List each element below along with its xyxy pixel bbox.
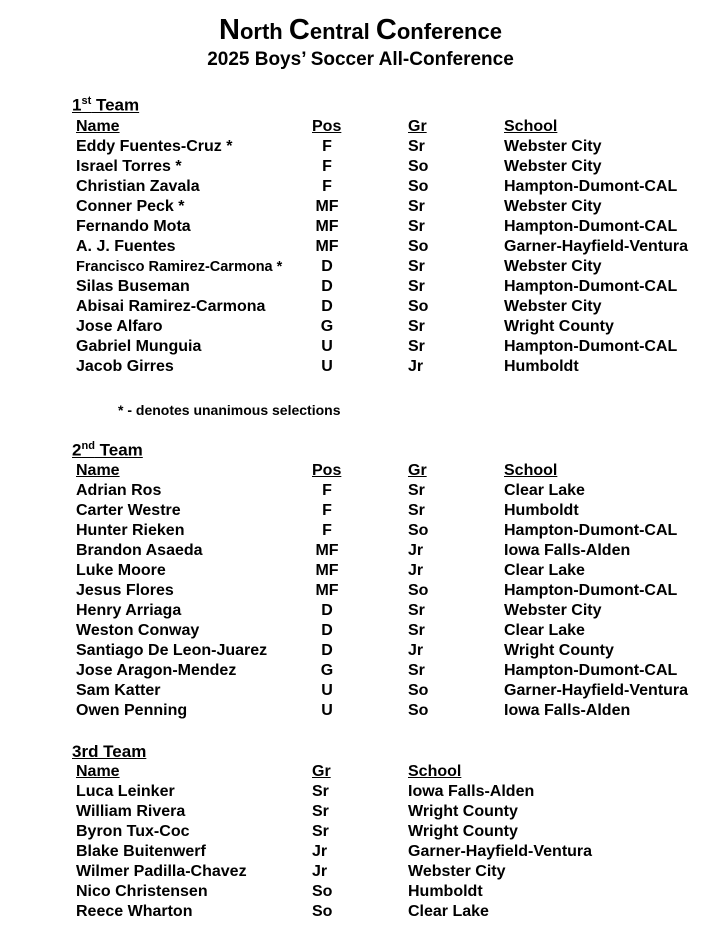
player-school: Webster City <box>504 298 602 315</box>
player-name: Carter Westre <box>76 502 181 519</box>
player-name: Luca Leinker <box>76 783 175 800</box>
table-row <box>0 862 721 882</box>
table-row <box>0 237 721 257</box>
player-name: Henry Arriaga <box>76 602 182 619</box>
table-row <box>0 501 721 521</box>
player-position: G <box>320 318 334 335</box>
player-position: MF <box>315 562 339 579</box>
column-header-school: School <box>504 118 558 135</box>
player-name: Jose Aragon-Mendez <box>76 662 237 679</box>
player-name: Weston Conway <box>76 622 200 639</box>
player-school: Garner-Hayfield-Ventura <box>504 682 689 699</box>
player-position: MF <box>315 198 339 215</box>
column-header-position: Pos <box>312 118 342 135</box>
table-row <box>0 257 721 277</box>
player-grade: So <box>408 682 429 699</box>
player-name: William Rivera <box>76 803 186 820</box>
player-grade: So <box>408 178 429 195</box>
table-row <box>0 297 721 317</box>
player-position: MF <box>315 218 339 235</box>
player-name: Fernando Mota <box>76 218 191 235</box>
player-grade: Sr <box>408 138 425 155</box>
player-position: MF <box>315 238 339 255</box>
table-row <box>0 842 721 862</box>
player-name: Jesus Flores <box>76 582 174 599</box>
column-header-school: School <box>504 462 558 479</box>
player-position: F <box>322 138 332 155</box>
player-name: Nico Christensen <box>76 883 208 900</box>
player-school: Hampton-Dumont-CAL <box>504 522 678 539</box>
column-header-grade: Gr <box>312 763 331 780</box>
player-name: Sam Katter <box>76 682 161 699</box>
table-row <box>0 581 721 601</box>
player-grade: So <box>408 582 429 599</box>
player-name: Jose Alfaro <box>76 318 163 335</box>
table-row <box>0 357 721 377</box>
table-row <box>0 882 721 902</box>
player-name: Reece Wharton <box>76 903 193 920</box>
player-name: Owen Penning <box>76 702 188 719</box>
section-number: 1 <box>72 95 82 115</box>
table-row <box>0 521 721 541</box>
table-row <box>0 641 721 661</box>
player-grade: Sr <box>408 218 425 235</box>
section-label: Team <box>94 440 143 460</box>
player-name: Eddy Fuentes-Cruz * <box>76 138 233 155</box>
player-name: Blake Buitenwerf <box>76 843 206 860</box>
player-grade: So <box>408 522 429 539</box>
player-name: Silas Buseman <box>76 278 190 295</box>
table-header-row <box>0 762 721 782</box>
section-suffix: nd <box>81 440 95 452</box>
player-grade: Sr <box>408 502 425 519</box>
player-position: G <box>320 662 334 679</box>
table-row <box>0 902 721 922</box>
table-row <box>0 561 721 581</box>
section-number: 2 <box>72 440 82 460</box>
table-row <box>0 177 721 197</box>
second-team-heading <box>72 440 143 461</box>
table-row <box>0 541 721 561</box>
title-initial: C <box>375 14 397 46</box>
player-name: Conner Peck * <box>76 198 185 215</box>
player-grade: Sr <box>408 278 425 295</box>
player-school: Clear Lake <box>504 562 585 579</box>
title-initial: N <box>219 14 240 46</box>
player-position: F <box>322 178 332 195</box>
player-grade: Sr <box>408 198 425 215</box>
first-team-heading <box>72 95 139 116</box>
title-part: onference <box>396 19 502 44</box>
player-school: Wright County <box>504 318 614 335</box>
player-position: D <box>321 258 333 275</box>
player-grade: Sr <box>408 318 425 335</box>
player-school: Garner-Hayfield-Ventura <box>408 843 593 860</box>
third-team-heading: 3rd Team <box>72 742 147 761</box>
table-row <box>0 197 721 217</box>
player-grade: Jr <box>408 642 424 659</box>
table-header-row <box>0 461 721 481</box>
player-school: Clear Lake <box>504 482 585 499</box>
table-row <box>0 337 721 357</box>
player-grade: Sr <box>408 602 425 619</box>
table-row <box>0 277 721 297</box>
player-grade: Sr <box>408 662 425 679</box>
table-row <box>0 317 721 337</box>
player-grade: So <box>408 298 429 315</box>
player-grade: Sr <box>408 258 425 275</box>
player-school: Clear Lake <box>408 903 489 920</box>
player-position: D <box>321 602 333 619</box>
player-school: Humboldt <box>504 358 579 375</box>
unanimous-note: * - denotes unanimous selections <box>118 402 341 418</box>
player-school: Hampton-Dumont-CAL <box>504 338 678 355</box>
player-school: Wright County <box>408 823 518 840</box>
player-position: MF <box>315 582 339 599</box>
table-row <box>0 217 721 237</box>
player-school: Hampton-Dumont-CAL <box>504 278 678 295</box>
player-name: Wilmer Padilla-Chavez <box>76 863 247 880</box>
player-position: D <box>321 298 333 315</box>
player-school: Webster City <box>504 138 602 155</box>
player-position: MF <box>315 542 339 559</box>
table-row <box>0 782 721 802</box>
table-row <box>0 822 721 842</box>
document-title <box>0 14 721 47</box>
player-name: Byron Tux-Coc <box>76 823 190 840</box>
table-header-row <box>0 117 721 137</box>
section-suffix: st <box>81 95 92 107</box>
player-school: Hampton-Dumont-CAL <box>504 662 678 679</box>
player-school: Wright County <box>408 803 518 820</box>
table-row <box>0 621 721 641</box>
player-school: Iowa Falls-Alden <box>408 783 535 800</box>
player-position: U <box>321 338 333 355</box>
player-grade: So <box>312 903 333 920</box>
player-name: Brandon Asaeda <box>76 542 203 559</box>
column-header-name: Name <box>76 118 120 135</box>
player-school: Hampton-Dumont-CAL <box>504 582 678 599</box>
document-subtitle: 2025 Boys’ Soccer All-Conference <box>207 49 514 70</box>
column-header-name: Name <box>76 763 120 780</box>
title-initial: C <box>288 14 310 46</box>
player-school: Webster City <box>504 158 602 175</box>
player-grade: Jr <box>312 863 328 880</box>
title-part: orth <box>239 19 289 44</box>
player-school: Hampton-Dumont-CAL <box>504 218 678 235</box>
player-position: F <box>322 522 332 539</box>
player-school: Clear Lake <box>504 622 585 639</box>
player-name: Adrian Ros <box>76 482 162 499</box>
player-grade: Sr <box>408 622 425 639</box>
table-row <box>0 661 721 681</box>
player-name: Jacob Girres <box>76 358 174 375</box>
player-name: Israel Torres * <box>76 158 182 175</box>
table-row <box>0 137 721 157</box>
section-label: Team <box>91 95 140 115</box>
table-row <box>0 701 721 721</box>
table-row <box>0 601 721 621</box>
player-school: Webster City <box>504 258 602 275</box>
player-name: Luke Moore <box>76 562 166 579</box>
player-position: F <box>322 482 332 499</box>
column-header-position: Pos <box>312 462 342 479</box>
player-school: Wright County <box>504 642 614 659</box>
player-grade: Jr <box>408 562 424 579</box>
player-grade: Sr <box>408 482 425 499</box>
player-grade: Jr <box>408 358 424 375</box>
player-school: Iowa Falls-Alden <box>504 542 631 559</box>
table-row <box>0 681 721 701</box>
player-name: Santiago De Leon-Juarez <box>76 642 268 659</box>
player-position: D <box>321 278 333 295</box>
player-position: U <box>321 702 333 719</box>
player-grade: Sr <box>312 823 329 840</box>
player-name: A. J. Fuentes <box>76 238 176 255</box>
column-header-grade: Gr <box>408 462 427 479</box>
player-name: Christian Zavala <box>76 178 200 195</box>
player-school: Webster City <box>504 198 602 215</box>
player-grade: So <box>408 702 429 719</box>
player-position: F <box>322 158 332 175</box>
column-header-school: School <box>408 763 462 780</box>
player-name: Hunter Rieken <box>76 522 185 539</box>
player-school: Webster City <box>504 602 602 619</box>
player-school: Iowa Falls-Alden <box>504 702 631 719</box>
column-header-name: Name <box>76 462 120 479</box>
player-position: D <box>321 622 333 639</box>
player-position: F <box>322 502 332 519</box>
player-position: U <box>321 358 333 375</box>
player-grade: Sr <box>312 783 329 800</box>
player-name: Abisai Ramirez-Carmona <box>76 298 266 315</box>
player-position: D <box>321 642 333 659</box>
player-grade: So <box>408 158 429 175</box>
table-row <box>0 802 721 822</box>
table-row <box>0 481 721 501</box>
player-name: Francisco Ramirez-Carmona * <box>76 259 283 275</box>
player-grade: Jr <box>408 542 424 559</box>
player-name: Gabriel Munguia <box>76 338 202 355</box>
player-school: Webster City <box>408 863 506 880</box>
player-school: Garner-Hayfield-Ventura <box>504 238 689 255</box>
player-grade: So <box>312 883 333 900</box>
player-grade: So <box>408 238 429 255</box>
column-header-grade: Gr <box>408 118 427 135</box>
table-row <box>0 157 721 177</box>
player-position: U <box>321 682 333 699</box>
player-grade: Sr <box>408 338 425 355</box>
player-school: Hampton-Dumont-CAL <box>504 178 678 195</box>
player-grade: Jr <box>312 843 328 860</box>
player-school: Humboldt <box>504 502 579 519</box>
player-grade: Sr <box>312 803 329 820</box>
title-part: entral <box>309 19 376 44</box>
player-school: Humboldt <box>408 883 483 900</box>
